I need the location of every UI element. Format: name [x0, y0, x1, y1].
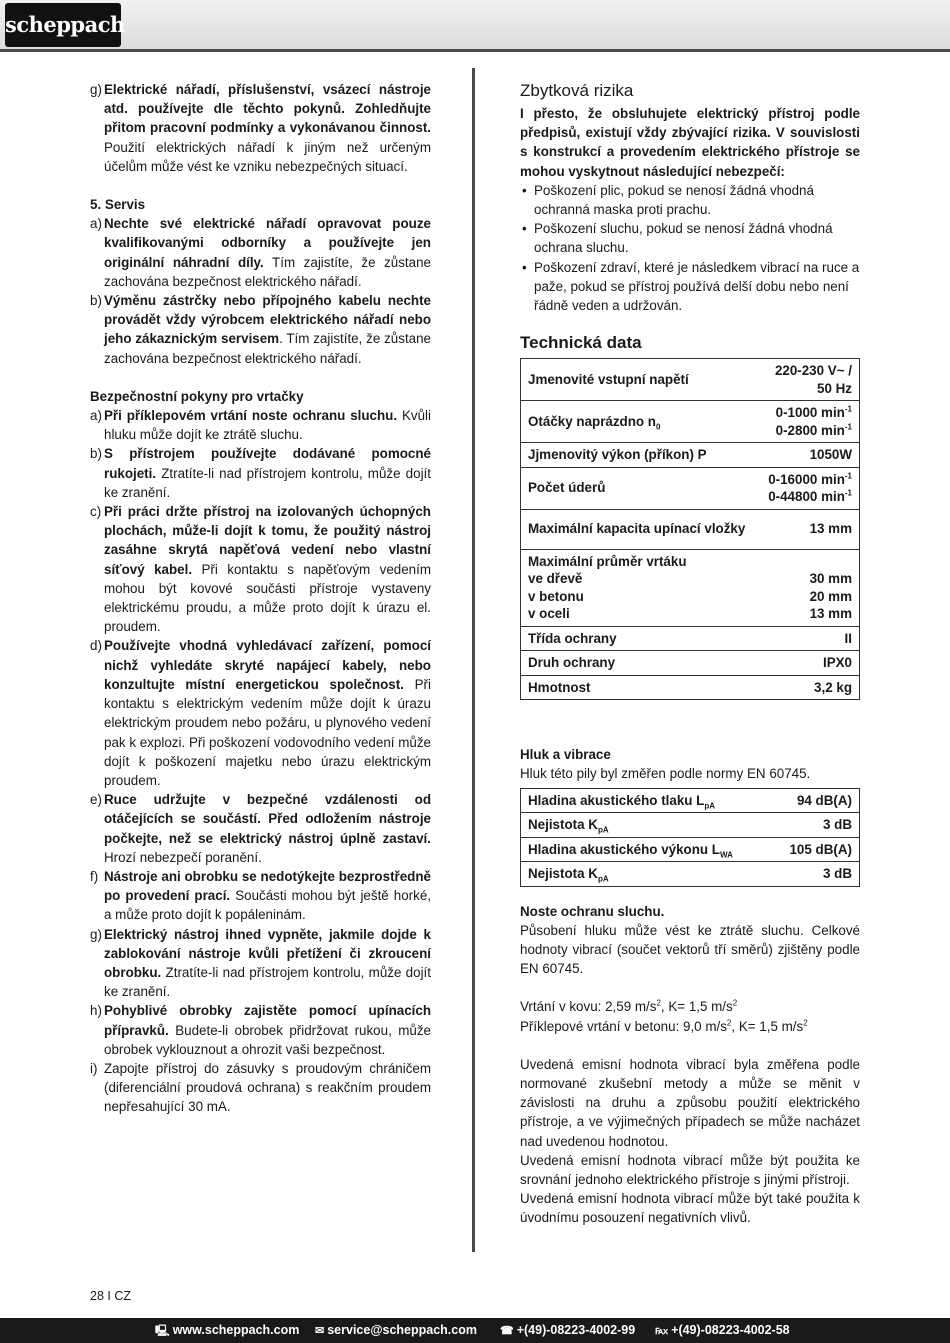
list-item — [90, 867, 431, 925]
item-text: Ztratíte-li nad přístrojem kontrolu, může dojít ke zranění. — [104, 964, 431, 1000]
page-header — [0, 0, 950, 52]
left-column — [90, 80, 431, 1117]
risk-text: Poškození plic, pokud se nenosí žádná vhodná ochranná maska proti prachu. — [534, 182, 814, 218]
item-bold-text: Elektrické nářadí, příslušenství, vsázecí nástroje atd. používejte dle těchto pokynů. Zohledňujte přitom pracovní podmínky a vykonávanou činnost. — [104, 82, 431, 136]
table-row — [521, 862, 860, 887]
table-row — [521, 651, 860, 676]
list-item — [90, 925, 431, 1002]
table-row — [521, 401, 860, 443]
item-bold-text: Pohyblivé obrobky zajistěte pomocí upínacích přípravků. — [104, 1003, 431, 1038]
list-item — [90, 790, 431, 867]
hearing-text: Působení hluku může vést ke ztrátě sluchu. Celkové hodnoty vibrací (součet vektorů tří směrů) zjištěny podle EN 60745. — [520, 922, 860, 977]
item-text: Použití elektrických nářadí k jiným než určeným účelům může vést ke vzniku nebezpečných situací. — [104, 139, 431, 174]
table-cell: Hladina akustického tlaku $L_{pA}$ — [521, 788, 772, 813]
item-text: Ztratíte-li nad přístrojem kontrolu, může dojít ke zranění. — [104, 465, 431, 500]
table-row — [521, 788, 860, 813]
list-item — [90, 291, 431, 368]
list-item — [90, 406, 431, 444]
table-cell: Druh ochrany — [521, 651, 759, 676]
table-row — [521, 509, 860, 549]
item-text: Tím zajistíte, že zůstane zachována bezpečnost elektrického nářadí. — [104, 254, 431, 289]
item-text: Hrozí nebezpečí poranění. — [104, 849, 262, 865]
fax-icon: ℻ — [655, 1325, 669, 1337]
item-bold-text: Používejte vhodná vyhledávací zařízení, pomocí nichž vyhledáte skryté napájecí kabely, nebo konzultujte místní energetickou společnost. — [104, 638, 431, 692]
risk-text: Poškození zdraví, které je následkem vibrací na ruce a paže, pokud se přístroj používá delší dobu nebo není řádně veden a udržován. — [534, 259, 860, 314]
table-cell: 1050W — [759, 443, 860, 468]
table-cell: Maximální průměr vrtáku ve dřevě v betonu v oceli — [521, 549, 759, 626]
table-cell: 94 dB(A) — [771, 788, 859, 813]
item-marker: g) — [90, 82, 102, 97]
table-cell: 3,2 kg — [759, 675, 860, 700]
bullet-icon: • — [522, 259, 527, 275]
item-marker: i) — [90, 1060, 98, 1076]
list-item — [90, 444, 431, 502]
table-cell: IPX0 — [759, 651, 860, 676]
table-cell: II — [759, 626, 860, 651]
computer-icon: 🖳 — [155, 1325, 170, 1337]
item-marker: b) — [90, 446, 102, 462]
item-bold-text: Výměnu zástrčky nebo přípojného kabelu nechte provádět vždy výrobcem elektrického nářadí nebo jeho zákaznickým servisem — [104, 293, 431, 347]
footer-email[interactable]: ✉ service@scheppach.com — [315, 1318, 477, 1343]
list-item — [90, 1001, 431, 1059]
table-cell: Nejistota $K_{pA}$ — [521, 862, 772, 887]
item-marker: c) — [90, 504, 102, 520]
vibration-metal: Vrtání v kovu: 2,59 $m/s^2$, K= 1,5 $m/s^2$ — [520, 998, 738, 1015]
footer-phone: ☎ +(49)-08223-4002-99 — [500, 1318, 635, 1343]
bullet-icon: • — [522, 221, 527, 237]
heading-noise-vibration: Hluk a vibrace — [520, 747, 611, 763]
item-bold-text: Nechte své elektrické nářadí opravovat pouze kvalifikovanými odborníky a používejte jen originální náhradní díly. — [104, 216, 431, 270]
section-heading-servis: 5. Servis — [90, 197, 146, 213]
item-text: Zapojte přístroj do zásuvky s proudovým chráničem (diferenciální proudová ochrana) s reakčním proudem nepřesahující 30 mA. — [104, 1060, 431, 1115]
emission-text: Uvedená emisní hodnota vibrací může být také použita k úvodnímu posouzení negativních vlivů. — [520, 1191, 860, 1226]
table-cell: Jjmenovitý výkon (příkon) P — [521, 443, 759, 468]
table-cell: 13 mm — [759, 509, 860, 549]
heading-technical-data: Technická data — [520, 333, 642, 353]
item-marker: f) — [90, 868, 99, 884]
item-marker: a) — [90, 408, 102, 424]
table-cell: Hmotnost — [521, 675, 759, 700]
phone-icon: ☎ — [500, 1325, 514, 1337]
table-cell: 0-16000 $\min^{-1}$ 0-44800 $\min^{-1}$ — [759, 467, 860, 509]
table-cell: 3 dB — [771, 813, 859, 838]
item-marker: d) — [90, 638, 102, 654]
envelope-icon: ✉ — [315, 1325, 325, 1337]
heading-hearing-protection: Noste ochranu sluchu. — [520, 903, 665, 919]
technical-data-table — [520, 358, 860, 700]
item-bold-text: Elektrický nástroj ihned vypněte, jakmile dojde k zablokování nástroje kvůli přetížení či zkroucení obrobku. — [104, 926, 431, 980]
item-text: Budete-li obrobek přidržovat rukou, může obrobek vyklouznout a ohrozit vaši bezpečnost. — [104, 1022, 431, 1057]
item-marker: g) — [90, 926, 102, 942]
column-divider — [472, 68, 475, 1252]
list-item — [90, 502, 431, 636]
footer-website[interactable]: 🖳 www.scheppach.com — [155, 1318, 299, 1343]
section-heading-drill-safety: Bezpečnostní pokyny pro vrtačky — [90, 388, 304, 404]
table-row — [521, 837, 860, 862]
item-text: Při kontaktu s napěťovým vedením mohou být kovové součásti přístroje vystaveny elektrickému proudu, a může proto dojít k úrazu el. proudem. — [104, 561, 431, 635]
list-item — [90, 214, 431, 291]
item-marker: a) — [90, 216, 102, 232]
emission-text: Uvedená emisní hodnota vibrací byla změřena podle normované zkušební metody a může se měnit v závislosti na druhu a způsobu použití elektrického přístroje, a ve výjimečných případech se může nacházet nad uvedenou hodnotou. — [520, 1056, 860, 1149]
heading-residual-risks: Zbytková rizika — [520, 81, 634, 100]
item-bold-text: S přístrojem používejte dodávané pomocné rukojeti. — [104, 446, 431, 481]
table-cell: Hladina akustického výkonu $L_{WA}$ — [521, 837, 772, 862]
vibration-concrete: Příklepové vrtání v betonu: 9,0 $m/s^2$, K= 1,5 $m/s^2$ — [520, 1018, 808, 1034]
noise-text: Hluk této pily byl změřen podle normy EN 60745. — [520, 766, 811, 782]
item-text: Součásti mohou být ještě horké, a může proto dojít k popáleninám. — [104, 888, 431, 923]
item-bold-text: Při příklepovém vrtání noste ochranu sluchu. — [104, 408, 398, 424]
list-item — [90, 80, 431, 176]
table-cell: Jmenovité vstupní napětí — [521, 359, 759, 401]
item-bold-text: Při práci držte přístroj na izolovaných úchopných plochách, může-li dojít k tomu, že použitý nástroj zasáhne skrytá napěťová vedení nebo vlastní síťový kabel. — [104, 504, 431, 577]
risk-text: Poškození sluchu, pokud se nenosí žádná vhodná ochrana sluchu. — [534, 221, 833, 256]
residual-intro: I přesto, že obsluhujete elektrický přístroj podle předpisů, existují vždy zbývající rizika. V souvislosti s konstrukcí a provedením elektrického přístroje se mohou vyskytnout následující nebezpečí: — [520, 106, 860, 179]
item-text: . Tím zajistíte, že zůstane zachována bezpečnost elektrického nářadí. — [104, 331, 432, 366]
right-column — [520, 80, 860, 1228]
list-item — [90, 636, 431, 790]
table-row — [521, 467, 860, 509]
item-bold-text: Ruce udržujte v bezpečné vzdálenosti od otáčejících se součástí. Před odložením nástroje počkejte, než se elektrický nástroj úplně zastaví. — [104, 792, 431, 846]
noise-table — [520, 788, 860, 887]
table-row — [521, 359, 860, 401]
table-cell: 105 dB(A) — [771, 837, 859, 862]
table-row — [521, 675, 860, 700]
list-item — [520, 181, 860, 219]
item-marker: e) — [90, 792, 102, 808]
footer-fax: ℻ +(49)-08223-4002-58 — [655, 1318, 790, 1343]
page-number: 28 I CZ — [90, 1289, 131, 1303]
table-cell: 3 dB — [771, 862, 859, 887]
table-row — [521, 443, 860, 468]
bullet-icon: • — [522, 182, 527, 198]
list-item — [520, 219, 860, 257]
item-marker: b) — [90, 293, 102, 309]
item-text: Kvůli hluku může dojít ke ztrátě sluchu. — [104, 408, 431, 443]
table-cell: Nejistota $K_{pA}$ — [521, 813, 772, 838]
scheppach-logo: scheppach — [5, 3, 121, 47]
item-bold-text: Nástroje ani obrobku se nedotýkejte bezprostředně po provedení prací. — [104, 868, 431, 904]
list-item — [520, 258, 860, 316]
table-cell: Počet úderů — [521, 467, 759, 509]
item-text: Při kontaktu s elektrickým vedením může dojít k úrazu elektrickým proudem nebo požáru, u plynového vedení pak k explozi. Při poškození vodovodního vedení může dojít k poškození majetku nebo úrazu elektrickým proudem. — [104, 676, 431, 788]
emission-text: Uvedená emisní hodnota vibrací může být použita ke srovnání jednoho elektrického přístroje s jinými přístroji. — [520, 1152, 860, 1188]
table-row — [521, 813, 860, 838]
table-row — [521, 549, 860, 626]
table-cell: Třída ochrany — [521, 626, 759, 651]
table-row — [521, 626, 860, 651]
table-cell: Otáčky naprázdno $n_0$ — [521, 401, 759, 443]
list-item — [90, 1059, 431, 1117]
item-marker: h) — [90, 1003, 102, 1019]
page-footer — [0, 1318, 950, 1343]
table-cell: 220-230 V~ / 50 Hz — [759, 359, 860, 401]
table-cell: Maximální kapacita upínací vložky — [521, 509, 759, 549]
table-cell: 30 mm 20 mm 13 mm — [759, 549, 860, 626]
table-cell: 0-1000 $\min^{-1}$ 0-2800 $\min^{-1}$ — [759, 401, 860, 443]
